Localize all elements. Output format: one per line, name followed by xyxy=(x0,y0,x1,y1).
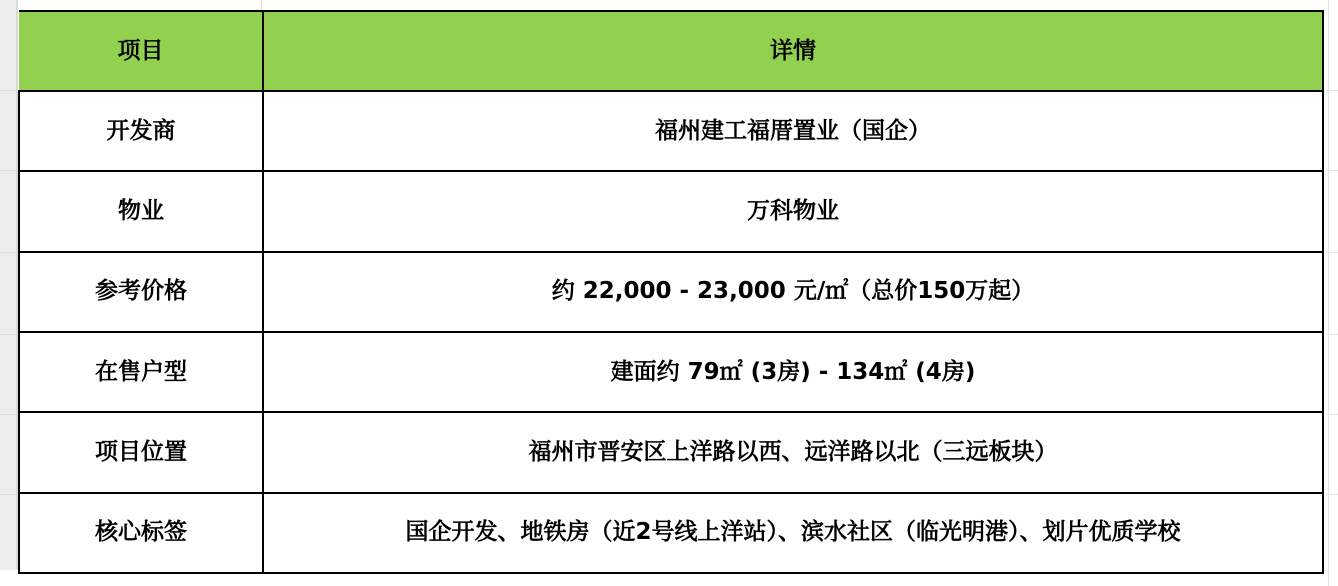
table-row xyxy=(19,493,1323,573)
gridline xyxy=(0,494,16,495)
gridline xyxy=(1326,170,1338,171)
row-label: 开发商 xyxy=(19,91,263,171)
row-label: 物业 xyxy=(19,171,263,251)
row-label: 核心标签 xyxy=(19,493,263,573)
project-info-table xyxy=(18,10,1324,574)
header-cell-item: 项目 xyxy=(19,11,263,91)
gridline xyxy=(0,252,16,253)
table-row xyxy=(19,91,1323,171)
row-value: 万科物业 xyxy=(263,171,1323,251)
row-value: 国企开发、地铁房（近2号线上洋站）、滨水社区（临光明港）、划片优质学校 xyxy=(263,493,1323,573)
gridline-right-margin xyxy=(1328,0,1329,586)
gridline xyxy=(1326,334,1338,335)
gridline-column-divider xyxy=(261,0,262,10)
gridline xyxy=(0,90,16,91)
gridline xyxy=(1326,90,1338,91)
row-label: 项目位置 xyxy=(19,412,263,492)
row-label: 在售户型 xyxy=(19,332,263,412)
table-row xyxy=(19,412,1323,492)
header-row xyxy=(19,11,1323,91)
table-row xyxy=(19,171,1323,251)
table-row xyxy=(19,252,1323,332)
header-cell-detail: 详情 xyxy=(263,11,1323,91)
row-value: 福州建工福厝置业（国企） xyxy=(263,91,1323,171)
table-body xyxy=(19,91,1323,573)
table-row xyxy=(19,332,1323,412)
row-header-strip xyxy=(0,0,18,570)
row-label: 参考价格 xyxy=(19,252,263,332)
gridline xyxy=(1326,252,1338,253)
gridline xyxy=(0,170,16,171)
row-value: 福州市晋安区上洋路以西、远洋路以北（三远板块） xyxy=(263,412,1323,492)
gridline xyxy=(0,414,16,415)
gridline xyxy=(1326,494,1338,495)
row-value: 建面约 79㎡ (3房) - 134㎡ (4房) xyxy=(263,332,1323,412)
row-value: 约 22,000 - 23,000 元/㎡（总价150万起） xyxy=(263,252,1323,332)
gridline xyxy=(1326,414,1338,415)
gridline xyxy=(0,334,16,335)
